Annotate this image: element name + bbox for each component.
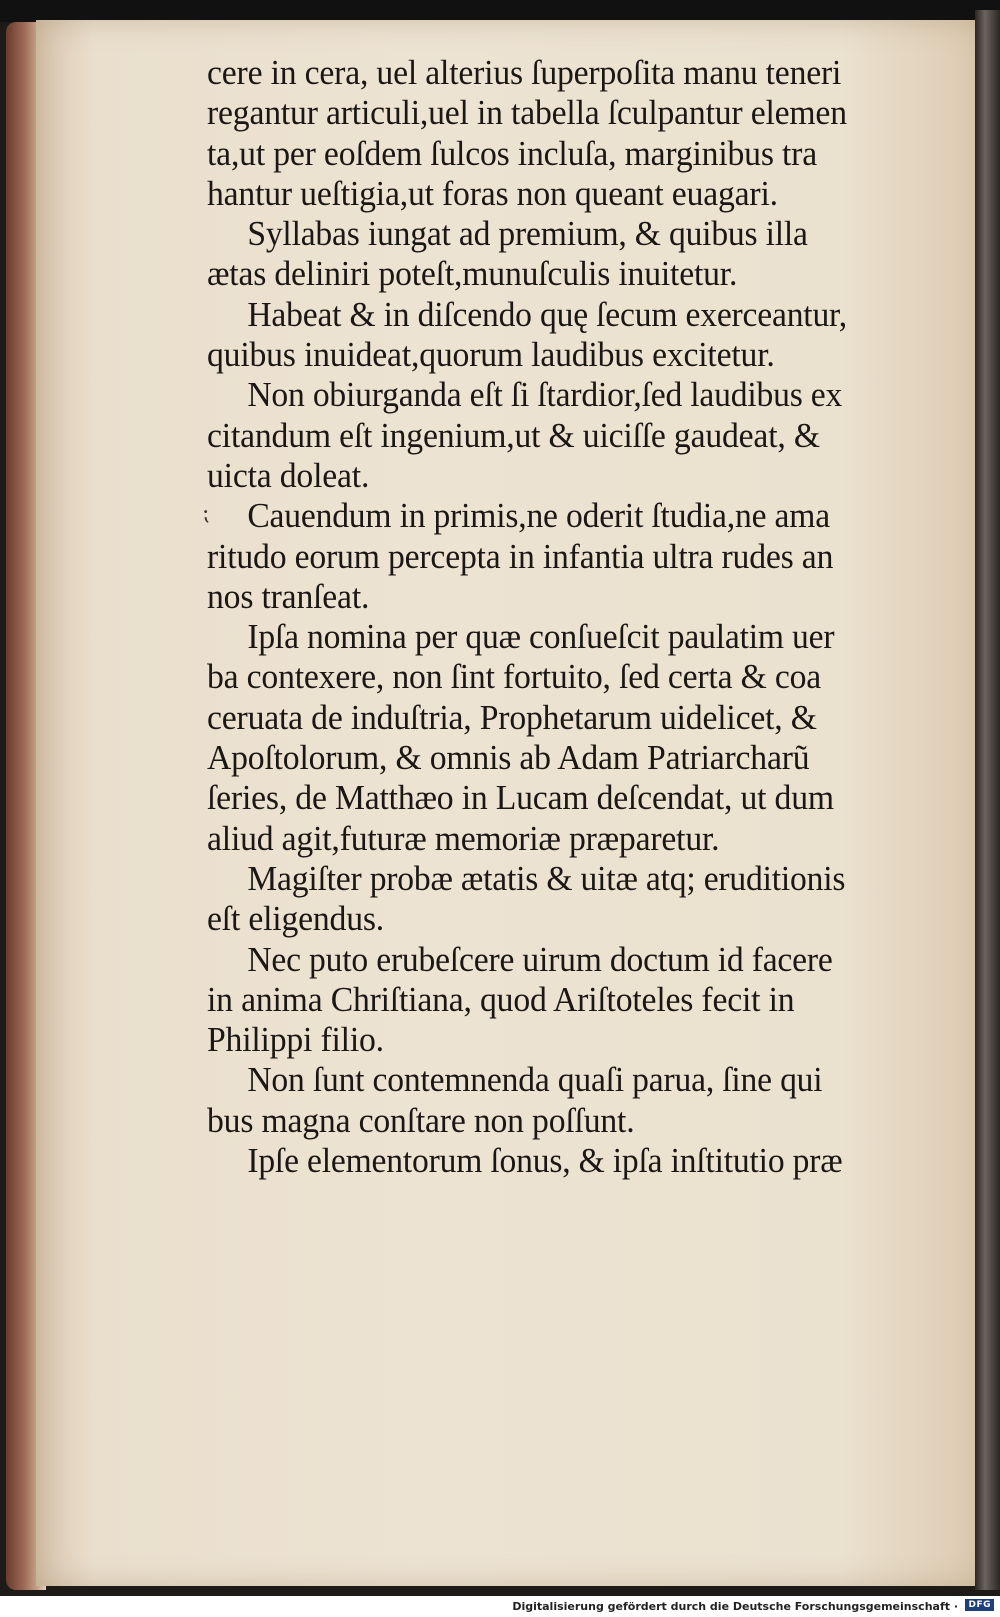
text-line: ta,ut per eoſdem ſulcos incluſa, marginibus tra bbox=[207, 133, 817, 173]
dfg-logo: DFG bbox=[965, 1599, 994, 1611]
text-line: Ipſe elementorum ſonus, & ipſa inſtitutio præ bbox=[247, 1141, 843, 1181]
footer-bar bbox=[0, 1596, 1000, 1617]
right-border bbox=[975, 10, 1000, 1590]
footer-credit: Digitalisierung gefördert durch die Deutsche Forschungsgemeinschaft · bbox=[512, 1600, 958, 1613]
text-line: ceruata de induſtria, Prophetarum uidelicet, & bbox=[207, 697, 817, 737]
text-line: Ipſa nomina per quæ conſueſcit paulatim uer bbox=[247, 617, 835, 657]
text-line: ba contexere, non ſint fortuito, ſed certa & coa bbox=[207, 657, 822, 697]
text-line: ſeries, de Matthæo in Lucam deſcendat, ut dum bbox=[207, 778, 834, 818]
text-line: Nec puto erubeſcere uirum doctum id facere bbox=[247, 939, 833, 979]
text-line: Magiſter probæ ætatis & uitæ atq; eruditionis bbox=[247, 858, 846, 898]
text-line: Cauendum in primis,ne oderit ſtudia,ne ama bbox=[247, 496, 830, 536]
text-line: cere in cera, uel alterius ſuperpoſita manu teneri bbox=[207, 53, 842, 92]
text-line: aliud agit,futuræ memoriæ præparetur. bbox=[207, 818, 720, 858]
text-line: hantur ueſtigia,ut foras non queant euagari. bbox=[207, 173, 778, 213]
text-line: Non ſunt contemnenda quaſi parua, ſine qui bbox=[247, 1060, 823, 1100]
text-line: Habeat & in diſcendo quę ſecum exerceantur, bbox=[247, 294, 847, 334]
page-text bbox=[207, 53, 957, 1181]
text-line: Syllabas iungat ad premium, & quibus illa bbox=[247, 214, 808, 254]
text-line: Non obiurganda eſt ſi ſtardior,ſed laudibus ex bbox=[247, 375, 843, 415]
text-line: in anima Chriſtiana, quod Ariſtoteles fecit in bbox=[207, 979, 795, 1019]
text-line: uicta doleat. bbox=[207, 455, 370, 495]
text-line: eſt eligendus. bbox=[207, 899, 385, 939]
text-line: ætas deliniri poteſt,munuſculis inuitetur. bbox=[207, 254, 738, 294]
text-line: nos tranſeat. bbox=[207, 576, 370, 616]
text-line: Philippi filio. bbox=[207, 1020, 384, 1060]
text-line: Apoſtolorum, & omnis ab Adam Patriarcharũ bbox=[207, 738, 810, 778]
text-line: quibus inuideat,quorum laudibus excitetur. bbox=[207, 335, 775, 375]
margin-mark: ⁏ bbox=[202, 500, 210, 525]
text-line: regantur articuli,uel in tabella ſculpantur elemen bbox=[207, 93, 847, 133]
text-line: bus magna conſtare non poſſunt. bbox=[207, 1100, 635, 1140]
top-border bbox=[0, 0, 1000, 22]
text-line: ritudo eorum percepta in infantia ultra rudes an bbox=[207, 536, 834, 576]
text-line: citandum eſt ingenium,ut & uiciſſe gaudeat, & bbox=[207, 415, 820, 455]
